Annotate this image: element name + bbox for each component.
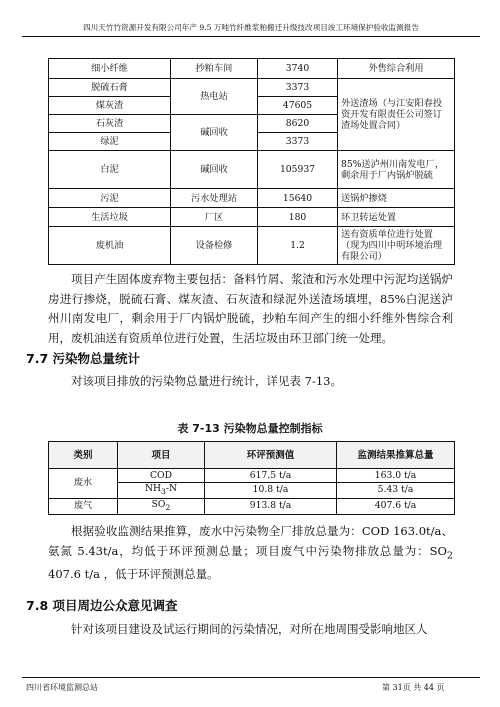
solid-waste-table xyxy=(48,58,455,265)
waste-amount: 180 xyxy=(258,208,338,227)
table-row xyxy=(49,208,455,227)
item-tail: -N xyxy=(165,483,178,494)
paragraph-total-result xyxy=(48,522,453,585)
waste-name: 生活垃圾 xyxy=(49,208,171,227)
paragraph-total-intro: 对该项目排放的污染物总量进行统计，详见表 7-13。 xyxy=(71,374,342,388)
table-caption: 表 7-13 污染物总量控制指标 xyxy=(177,422,323,435)
waste-disposal: 85%送泸州川南发电厂，剩余用于厂内锅炉脱硫 xyxy=(338,151,455,189)
waste-amount: 3740 xyxy=(258,59,338,79)
waste-source: 污水处理站 xyxy=(171,189,258,208)
measured-value: 5.43 t/a xyxy=(337,483,455,499)
eia-value: 10.8 t/a xyxy=(205,483,337,499)
waste-source: 碱回收 xyxy=(171,151,258,189)
table-row xyxy=(49,151,455,189)
waste-name: 脱硫石膏 xyxy=(49,79,171,97)
waste-amount: 8620 xyxy=(258,115,338,133)
table-row xyxy=(49,498,455,514)
item-subscript: 2 xyxy=(165,502,171,512)
measured-value: 163.0 t/a xyxy=(337,469,455,483)
waste-name: 煤灰渣 xyxy=(49,97,171,115)
table-row xyxy=(49,189,455,208)
col-header-eia: 环评预测值 xyxy=(205,442,337,469)
item-cell xyxy=(118,498,205,514)
waste-amount: 3373 xyxy=(258,133,338,151)
eia-value: 913.8 t/a xyxy=(205,498,337,514)
item-base: NH xyxy=(144,483,162,494)
section-heading-7-7: 7.7 污染物总量统计 xyxy=(26,351,140,366)
paragraph-public-survey: 针对该项目建设及试运行期间的污染情况，对所在地周围受影响地区人 xyxy=(71,622,428,636)
waste-name: 细小纤维 xyxy=(49,59,171,79)
waste-disposal: 送有资质单位进行处置（现为四川中明环境治理有限公司） xyxy=(338,227,455,265)
item-subscript: 3 xyxy=(161,486,166,496)
table-header-row xyxy=(49,442,455,469)
result-text-2: 407.6 t/a ，低于环评预测总量。 xyxy=(48,567,219,582)
col-header-category: 类别 xyxy=(49,442,118,469)
running-header: 四川天竹竹资源开发有限公司年产 9.5 万吨竹纤维浆粕搬迁升级技改项目竣工环境保护验收监测报告 xyxy=(83,23,419,32)
waste-amount: 105937 xyxy=(258,151,338,189)
waste-name: 白泥 xyxy=(49,151,171,189)
footer-organization: 四川省环境监测总站 xyxy=(26,683,98,692)
waste-disposal: 外送渣场（与江安阳春投资开发有限责任公司签订渣场处置合同） xyxy=(338,79,455,151)
measured-value: 407.6 t/a xyxy=(337,498,455,514)
table-row xyxy=(49,79,455,97)
waste-source: 抄粕车间 xyxy=(171,59,258,79)
waste-amount: 47605 xyxy=(258,97,338,115)
waste-name: 绿泥 xyxy=(49,133,171,151)
paragraph-solid-waste: 项目产生固体废弃物主要包括：备料竹屑、浆渣和污水处理中污泥均送锅炉房进行掺烧，脱硫石膏、煤灰渣、石灰渣和绿泥外送渣场填埋，85%白泥送泸州川南发电厂，剩余用于厂内锅炉脱硫，抄粕车间产生的细小纤维外售综合利用，废机油送有资质单位进行处置，生活垃圾由环卫部门统一处理。 xyxy=(48,272,453,345)
waste-disposal: 外售综合利用 xyxy=(338,59,455,79)
footer-page-number: 第 31页 共 44 页 xyxy=(382,683,445,692)
col-header-item: 项目 xyxy=(118,442,205,469)
waste-amount: 15640 xyxy=(258,189,338,208)
waste-name: 污泥 xyxy=(49,189,171,208)
table-row xyxy=(49,59,455,79)
item-cell xyxy=(118,483,205,499)
header-rule xyxy=(22,36,480,37)
waste-amount: 3373 xyxy=(258,79,338,97)
waste-source: 碱回收 xyxy=(171,115,258,151)
waste-name: 石灰渣 xyxy=(49,115,171,133)
table-row xyxy=(49,469,455,483)
waste-amount: 1.2 xyxy=(258,227,338,265)
pollutant-total-table xyxy=(48,441,455,515)
table-row xyxy=(49,227,455,265)
waste-source: 厂区 xyxy=(171,208,258,227)
category-cell: 废气 xyxy=(49,498,118,514)
footer-rule xyxy=(22,677,480,678)
waste-disposal: 送锅炉掺烧 xyxy=(338,189,455,208)
col-header-measured: 监测结果推算总量 xyxy=(337,442,455,469)
waste-disposal: 环卫转运处置 xyxy=(338,208,455,227)
waste-name: 废机油 xyxy=(49,227,171,265)
waste-source: 热电站 xyxy=(171,79,258,115)
eia-value: 617.5 t/a xyxy=(205,469,337,483)
item-cell: COD xyxy=(118,469,205,483)
section-heading-7-8: 7.8 项目周边公众意见调查 xyxy=(26,598,178,613)
result-subscript: 2 xyxy=(446,549,453,561)
item-base: SO xyxy=(151,498,166,510)
waste-source: 设备检修 xyxy=(171,227,258,265)
result-text-1: 根据验收监测结果推算，废水中污染物全厂排放总量为：COD 163.0t/a、氨氮 5.43t/a，均低于环评预测总量；项目废气中污染物排放总量为：SO xyxy=(48,524,453,558)
category-cell: 废水 xyxy=(49,469,118,499)
